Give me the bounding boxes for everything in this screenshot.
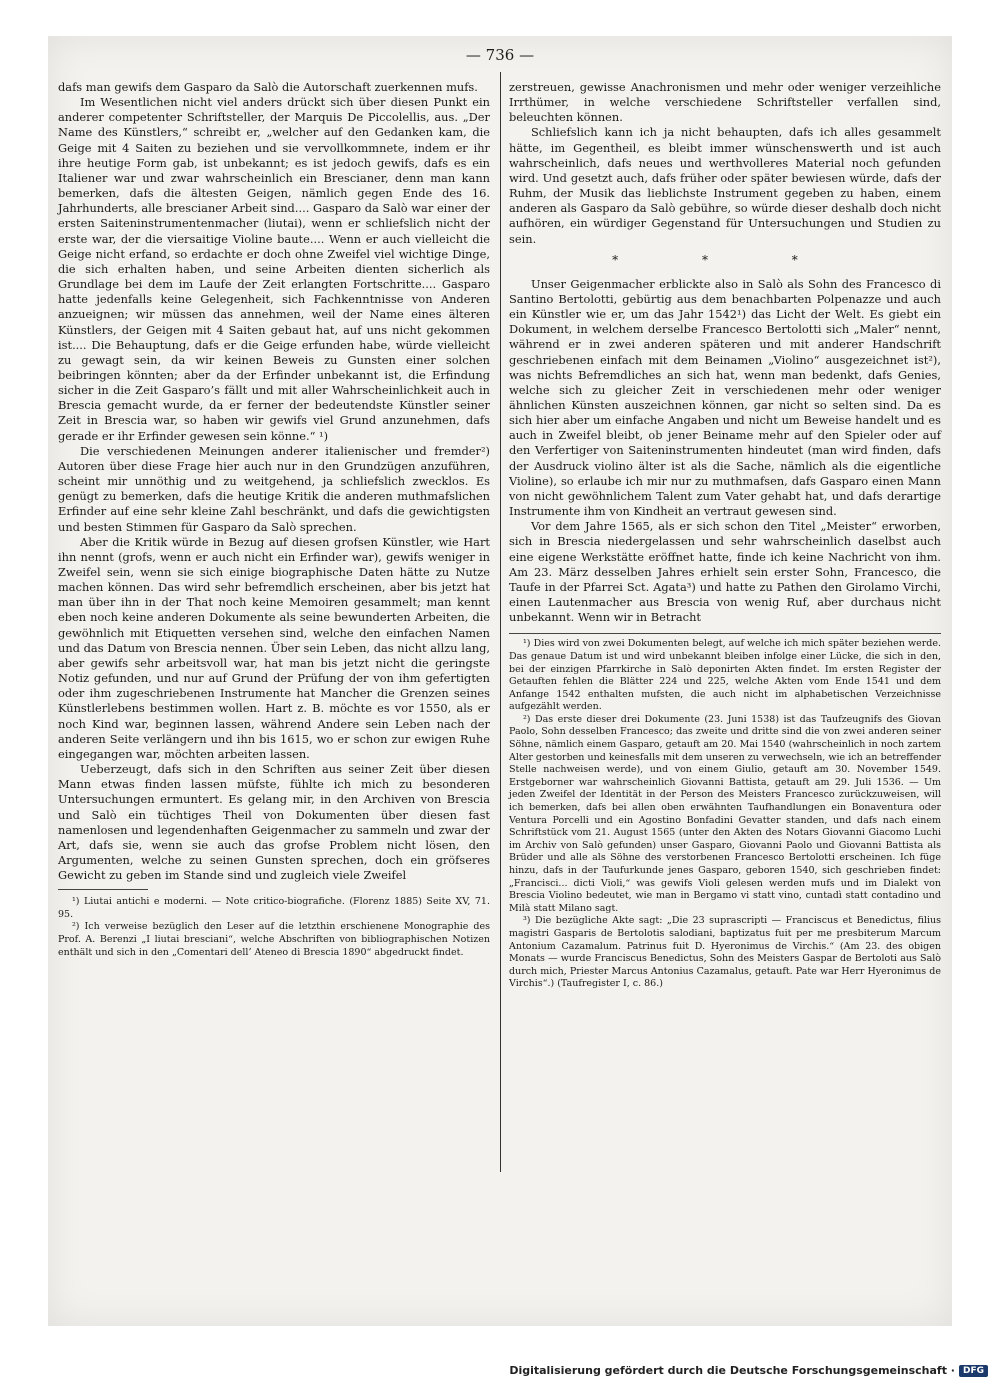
footnote: ³) Die bezügliche Akte sagt: „Die 23 suprascripti — Franciscus et Benedictus, filius magistri Gasparis de Bertolotis salodiani, baptizatus fuit per me presbiterum Marcum Antonium Cazamalum. Patrinus fuit D. Hyeronimus de Virchis.“ (Am 23. des obigen Monats — wurde Franciscus Benedictus, Sohn des Meisters Gaspar de Bertoloti aus Salò durch mich, Priester Marcus Antonius Cazamalus, getauft. Pate war Herr Hyeronimus de Virchis“.) (Taufregister I, c. 86.) [509,915,941,990]
paragraph: Ueberzeugt, dafs sich in den Schriften aus seiner Zeit über diesen Mann etwas finden lassen müfste, fühlte ich mich zu besonderen Untersuchungen ermuntert. Es gelang mir, in den Archiven von Brescia und Salò ein tüchtiges Theil von Dokumenten über diesen fast namenlosen und legendenhaften Geigenmacher zu sammeln und zwar der Art, dafs sie, wenn sie auch das grofse Problem nicht lösen, den Argumenten, welche zu seinen Gunsten sprechen, doch ein gröfseres Gewicht zu geben im Stande sind und zugleich viele Zweifel [58,762,490,883]
footnote: ²) Ich verweise bezüglich den Leser auf die letzthin erschienene Monographie des Prof. A. Berenzi „I liutai bresciani“, welche Abschriften von bibliographischen Notizen enthält und sich in den „Comentari dell’ Ateneo di Brescia 1890“ abgedruckt findet. [58,921,490,958]
paragraph: Im Wesentlichen nicht viel anders drückt sich über diesen Punkt ein anderer competenter Schriftsteller, der Marquis De Piccolellis, aus. „Der Name des Künstlers,“ schreibt er, „welcher auf den Gedanken kam, die Geige mit 4 Saiten zu beziehen und sie vervollkommnete, indem er ihr ihre heutige Form gab, ist unbekannt; es ist jedoch gewifs, dafs es ein Italiener war und zwar wahrscheinlich ein Brescianer, denn man kann bemerken, dafs die ältesten Geigen, nämlich gegen Ende des 16. Jahrhunderts, alle brescianer Arbeit sind.... Gasparo da Salò war einer der ersten Saiteninstrumentenmacher (liutai), wenn er schliefslich nicht der erste war, der die viersaitige Violine baute.... Wenn er auch vielleicht die Geige nicht erfand, so erdachte er doch ohne Zweifel viel wichtige Dinge, die sich erhalten haben, und seine Arbeiten dienten sicherlich als Grundlage bei dem im Laufe der Zeit erlangten Fortschritte.... Gasparo hatte jedenfalls keine Gelegenheit, sich Fachkenntnisse von Anderen anzueignen; wir müssen das annehmen, weil der Name eines älteren Künstlers, der Geigen mit 4 Saiten gebaut hat, auf uns nicht gekommen ist.... Die Behauptung, dafs er die Geige erfunden habe, würde vielleicht zu gewagt sein, da wir keinen Beweis zu Gunsten einer solchen beibringen könnten; aber da der Erfinder unbekannt ist, die Erfindung sicher in die Zeit Gasparo’s fällt und mit aller Wahrscheinlichkeit auch in Brescia gemacht wurde, da er ferner der bedeutendste Künstler seiner Zeit in Brescia war, so haben wir gewifs viel Grund anzunehmen, dafs gerade er ihr Erfinder gewesen sein könne.“ ¹) [58,95,490,443]
paragraph: Schliefslich kann ich ja nicht behaupten, dafs ich alles gesammelt hätte, im Gegentheil, es bleibt immer wünschenswerth und ist auch wahrscheinlich, dafs neues und werthvolleres Material noch gefunden wird. Und gesetzt auch, dafs früher oder später bewiesen würde, dafs der Ruhm, der Musik das lieblichste Instrument gegeben zu haben, einem anderen als Gasparo da Salò gebühre, so würde dieser deshalb doch nicht aufhören, ein würdiger Gegenstand für Untersuchungen und Studien zu sein. [509,125,941,246]
paragraph: Die verschiedenen Meinungen anderer italienischer und fremder²) Autoren über diese Frage hier auch nur in den Grundzügen anzuführen, scheint mir unnöthig und zu weitgehend, ja schliefslich zwecklos. Es genügt zu bemerken, dafs die heutige Kritik die anderen muthmafslichen Erfinder auf eine sehr kleine Zahl beschränkt, und dafs die gewichtigsten und besten Stimmen für Gasparo da Salò sprechen. [58,443,490,534]
paragraph: dafs man gewifs dem Gasparo da Salò die Autorschaft zuerkennen mufs. [58,80,478,94]
paragraph: zerstreuen, gewisse Anachronismen und mehr oder weniger verzeihliche Irrthümer, in welche verschiedene Schriftsteller verfallen sind, beleuchten können. [509,80,941,125]
paragraph: Vor dem Jahre 1565, als er sich schon den Titel „Meister“ erworben, sich in Brescia niedergelassen und sehr wahrscheinlich daselbst auch eine eigene Werkstätte eröffnet hatte, finde ich keine Nachricht von ihm. Am 23. März desselben Jahres erhielt sein erster Sohn, Francesco, die Taufe in der Pfarrei Sct. Agata³) und hatte zu Pathen den Girolamo Virchi, einen Lautenmacher aus Brescia von wenig Ruf, aber durchaus nicht unbekannt. Wenn wir in Betracht [509,519,941,625]
right-column [509,80,941,991]
left-column [58,80,490,959]
paragraph: Aber die Kritik würde in Bezug auf diesen grofsen Künstler, wie Hart ihn nennt (grofs, wenn er auch nicht ein Erfinder war), gewifs weniger in Zweifel sein, wenn sie sich einige biographische Daten hätte zu Nutze machen können. Das wird sehr befremdlich erscheinen, aber bis jetzt hat man über ihn in der That noch keine Memoiren gesammelt; man kennt eben noch keine anderen Dokumente als seine bewunderten Arbeiten, die gewöhnlich mit Etiquetten versehen sind, welche den einfachen Namen und das Datum von Brescia nennen. Über sein Leben, das nicht allzu lang, aber gewifs sehr arbeitsvoll war, hat man bis jetzt nicht die geringste Notiz gefunden, und nur auf Grund der Prüfung der von ihm gefertigten oder ihm zugeschriebenen Instrumente hat Mancher die Grenzen seines Künstlerlebens bestimmen wollen. Hart z. B. möchte es vor 1550, als er noch Kind war, beginnen lassen, während Andere sein Leben nach der anderen Seite verlängern und ihn bis 1615, wo er schon zur ewigen Ruhe eingegangen war, möchten arbeiten lassen. [58,534,490,761]
page-number: — 736 — [465,46,535,64]
paragraph: Unser Geigenmacher erblickte also in Salò als Sohn des Francesco di Santino Bertolotti, gebürtig aus dem benachbarten Polpenazze und auch ein Künstler wie er, um das Jahr 1542¹) das Licht der Welt. Es giebt ein Dokument, in welchem derselbe Francesco Bertolotti sich „Maler“ nennt, während er in zwei anderen späteren und mit anderer Handschrift geschriebenen einfach mit dem Beinamen „Violino“ ausgezeichnet ist²), was nichts Befremdliches an sich hat, wenn man bedenkt, dafs Genies, welche sich zu gleicher Zeit in verschiedenen mehr oder weniger ähnlichen Künsten auszeichnen können, gar nicht so selten sind. Da es sich hier aber um einfache Angaben und nicht um Beweise handelt und es auch in Zweifel bleibt, ob jener Beiname mehr auf den Spieler oder auf den Verfertiger von Saiteninstrumenten hindeutet (man wird finden, dafs der Ausdruck violino älter ist als die Sache, nämlich als die eigentliche Violine), so erlaube ich mir nur zu muthmafsen, dafs Gasparo einen Mann von nicht gewöhnlichem Talent zum Vater gehabt hat, und dafs derartige Instrumente ihm von Kindheit an vertraut gewesen sind. [509,276,941,519]
footnote: ¹) Liutai antichi e moderni. — Note critico-biografiche. (Florenz 1885) Seite XV, 71. 95. [58,896,490,920]
credit-text: Digitalisierung gefördert durch die Deutsche Forschungsgemeinschaft · [509,1364,955,1377]
scanned-page [48,36,952,1326]
digitization-credit [509,1364,988,1377]
footnote-separator [509,633,941,634]
footnotes-right [509,638,941,991]
column-divider [500,72,501,1172]
dfg-logo: DFG [959,1365,988,1377]
footnote: ¹) Dies wird von zwei Dokumenten belegt, auf welche ich mich später beziehen werde. Das genaue Datum ist und wird unbekannt bleiben infolge einer Lücke, die sich in den, bei der einzigen Pfarrkirche in Salò deponirten Akten findet. Im ersten Register der Getauften fehlen die Blätter 224 und 225, welche Akten vom Ende 1541 und dem Anfange 1542 enthalten mufsten, die auch nicht im alphabetischen Verzeichnisse aufgezählt werden. [509,638,941,713]
footnote-separator [58,889,148,890]
footnotes-left [58,896,490,959]
footnote: ²) Das erste dieser drei Dokumente (23. Juni 1538) ist das Taufzeugnifs des Giovan Paolo, Sohn desselben Francesco; das zweite und dritte sind die von zwei anderen seiner Söhne, nämlich einem Gasparo, getauft am 20. Mai 1540 (wahrscheinlich in noch zartem Alter gestorben und keinesfalls mit dem unseren zu verwechseln, wie ich an betreffender Stelle nachweisen werde), und von einem Giulio, getauft am 30. November 1549. Erstgeborner war wahrscheinlich Giovanni Battista, getauft am 29. Juli 1536. — Um jeden Zweifel der Identität in der Person des Meisters Francesco zurückzuweisen, will ich bemerken, dafs bei allen oben erwähnten Taufhandlungen ein Bonaventura oder Ventura Porcelli und ein Agostino Bonfadini Gevatter standen, und dafs nach einem Schriftstück vom 21. August 1565 (unter den Akten des Notars Giovanni Giacomo Luchi im Archiv von Salò gefunden) unser Gasparo, Giovanni Paolo und Giovanni Battista als Brüder und alle als Söhne des verstorbenen Francesco Bertolotti erscheinen. Ich füge hinzu, dafs in der Taufurkunde jenes Gasparo, geboren 1540, sich geschrieben findet: „Francisci... dicti Violi,“ was gewifs Violi gelesen werden mufs und im Dialekt von Brescia Violino bedeutet, wie man in Bergamo vi statt vino, cuntadì statt contadino und Milà statt Milano sagt. [509,713,941,914]
section-stars: * * * [612,252,838,267]
